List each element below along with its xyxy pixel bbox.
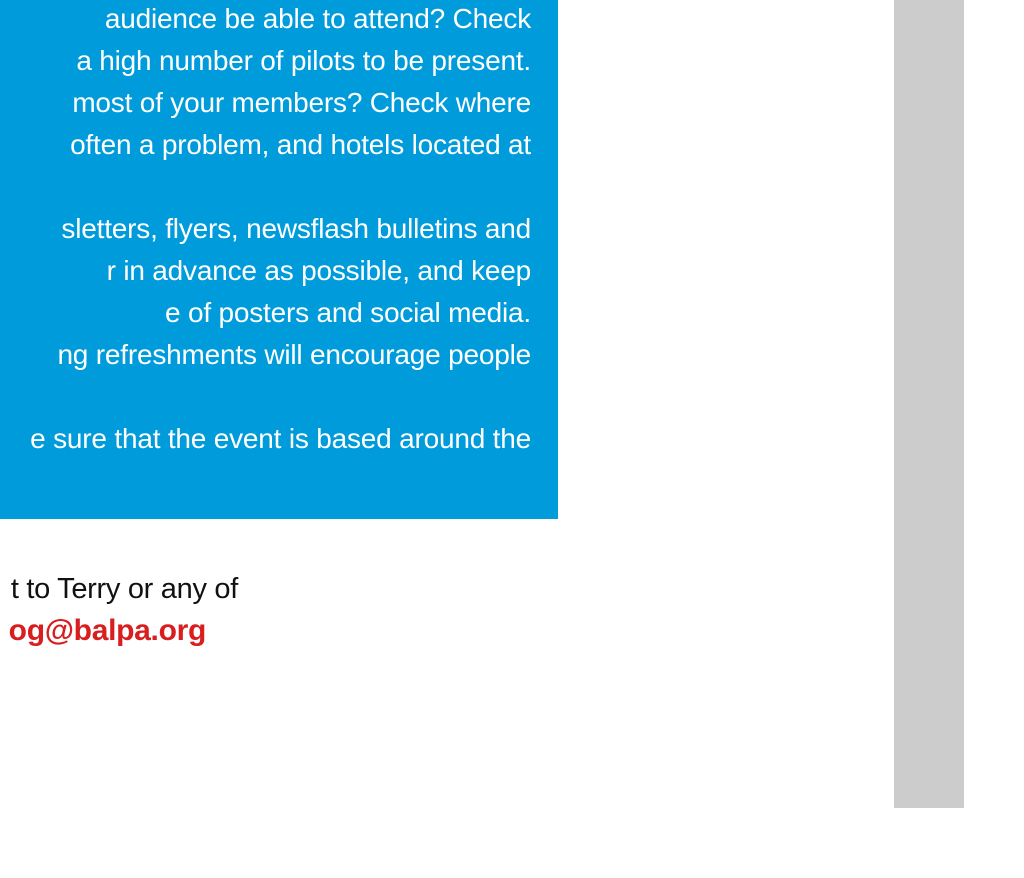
contact-text: t to Terry or any of — [10, 573, 238, 605]
tips-line-2: a high number of pilots to be present. — [76, 45, 531, 76]
tips-line-4: often a problem, and hotels located at — [70, 129, 531, 160]
tips-line-6: sletters, flyers, newsflash bulletins and — [61, 213, 531, 244]
tips-line-9: ng refreshments will encourage people — [57, 339, 531, 370]
tips-line-11: e sure that the event is based around the — [30, 423, 531, 454]
email-link[interactable]: og@balpa.org — [8, 614, 206, 647]
tips-panel — [0, 0, 558, 519]
tips-line-3: most of your members? Check where — [72, 87, 531, 118]
tips-line-1: audience be able to attend? Check — [104, 3, 531, 34]
grey-side-bar — [894, 0, 964, 808]
tips-line-8: e of posters and social media. — [165, 297, 531, 328]
tips-line-7: r in advance as possible, and keep — [106, 255, 531, 286]
